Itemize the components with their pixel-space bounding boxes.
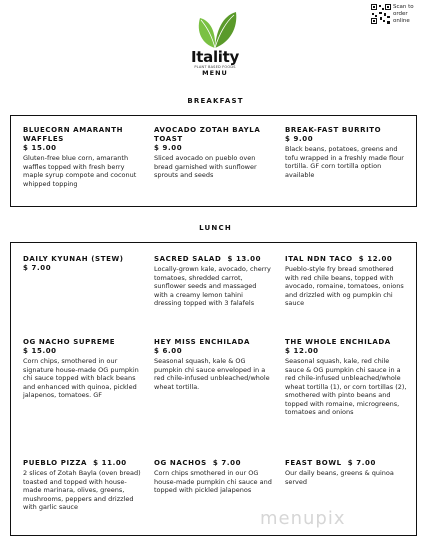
menu-item [285,338,407,417]
item-description: Seasonal squash, kale & OG pumpkin chi sauce enveloped in a red chile-infused unbleached/whole wheat tortilla. [154,357,270,391]
lunch-title: LUNCH [199,224,232,232]
item-name: SACRED SALAD [154,255,222,263]
menu-item [23,126,141,188]
qr-code-icon[interactable] [370,3,392,25]
item-name: AVOCADO ZOTAH BAYLA TOAST [154,126,261,143]
item-description: Gluten-free blue corn, amaranth waffles topped with fresh berry maple syrup compote and coconut whipped topping [23,154,137,188]
item-name: FEAST BOWL [285,459,342,467]
breakfast-title: BREAKFAST [187,97,244,105]
menu-item [23,255,141,273]
logo-tagline: PLANT BASED FOODS [194,65,236,69]
item-price: $ 9.00 [285,135,314,143]
item-name: ITAL NDN TACO [285,255,353,263]
item-description: Seasonal squash, kale, red chile sauce & OG pumpkin chi sauce in a red chile-infused unbleached/whole wheat tortilla (1), or corn tortillas (2), smothered with pinto beans and topped with romaine, microgreens, tomatoes and onions [285,357,407,416]
menu-item [285,126,405,179]
item-name: OG NACHOS [154,459,207,467]
item-price: $ 15.00 [23,347,57,355]
item-price: $ 7.00 [212,459,242,467]
menu-item [285,459,407,486]
item-name: BLUECORN AMARANTH WAFFLES [23,126,124,143]
menu-item [154,126,272,180]
menu-item [23,459,143,512]
qr-caption: Scan to order online [393,4,414,24]
menu-item [154,255,272,308]
logo-name: Itality [190,48,239,66]
menu-item [23,338,141,400]
item-name: DAILY KYUNAH (STEW) [23,255,124,263]
item-name: BREAK-FAST BURRITO [285,126,382,134]
item-name: THE WHOLE ENCHILADA [285,338,391,346]
item-price: $ 7.00 [347,459,376,467]
item-description: Sliced avocado on pueblo oven bread garnished with sunflower sprouts and seeds [154,154,257,179]
item-description: Locally-grown kale, avocado, cherry tomatoes, shredded carrot, sunflower seeds and massaged with a creamy lemon tahini dressing topped with 3 falafels [154,265,271,307]
item-description: 2 slices of Zotah Bayla (oven bread) toasted and topped with house-made marinara, olives, greens, mushrooms, peppers and drizzled with garlic sauce [23,469,141,511]
item-description: Black beans, potatoes, greens and tofu wrapped in a freshly made flour tortilla. GF corn tortilla option available [285,145,404,179]
menu-item [154,338,272,391]
logo-menu-label: MENU [202,69,228,77]
restaurant-logo [180,10,250,80]
item-name: OG NACHO SUPREME [23,338,116,346]
watermark: menupix [260,508,346,529]
item-price: $ 12.00 [285,347,319,355]
menu-item [154,459,272,495]
item-description: Our daily beans, greens & quinoa served [285,469,394,486]
item-description: Corn chips, smothered in our signature house-made OG pumpkin chi sauce topped with black beans and enhanced with quinoa, pickled jalapenos, tomatoes. GF [23,357,139,399]
item-price: $ 15.00 [23,144,57,152]
item-price: $ 9.00 [154,144,183,152]
item-description: Pueblo-style fry bread smothered with red chile beans, topped with avocado, romaine, tomatoes, onions and drizzled with og pumpkin chi sauce [285,265,404,307]
item-description: Corn chips smothered in our OG house-made pumpkin chi sauce and topped with pickled jalapenos [154,469,272,494]
breakfast-box [10,115,417,207]
item-price: $ 7.00 [23,264,52,272]
item-price: $ 6.00 [154,347,183,355]
menu-item [285,255,407,308]
item-name: HEY MISS ENCHILADA [154,338,251,346]
lunch-box [10,242,417,536]
item-price: $ 12.00 [358,255,393,263]
item-name: PUEBLO PIZZA [23,459,88,467]
leaf-icon [192,10,238,50]
item-price: $ 11.00 [93,459,127,467]
item-price: $ 13.00 [227,255,262,263]
